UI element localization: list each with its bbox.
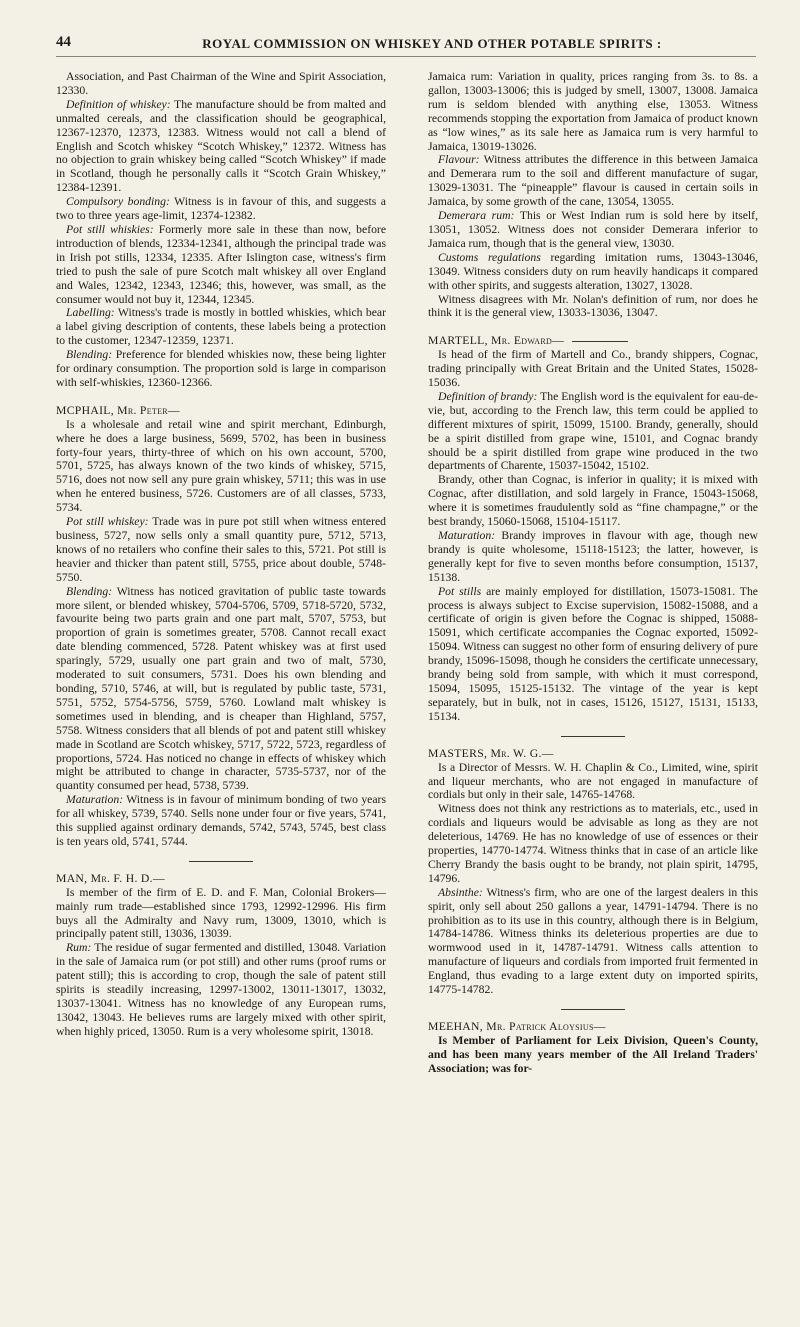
witness-surname: MCPHAIL, xyxy=(56,403,114,417)
topic-label: Blending: xyxy=(66,584,113,598)
paragraph xyxy=(56,941,386,1038)
witness-given-name: Mr. Edward— xyxy=(491,334,565,348)
topic-text: Formerly more sale in these than now, before introduction of blends, 12334-12341, although the principal trade was in Irish pot stills, 12334, 12335. After Islington case, witness's firm tried to push the sale of pure Scotch malt whiskey all over England and Wales, 12342, 12343, 12346; this, however, was small, as the consumer would not buy it, 12344, 12345. xyxy=(56,222,386,306)
witness-surname: MASTERS, xyxy=(428,746,488,760)
topic-label: Labelling: xyxy=(66,306,115,320)
paragraph xyxy=(428,153,758,209)
section-divider xyxy=(561,736,625,737)
section-divider xyxy=(572,341,628,342)
paragraph: Witness does not think any restrictions as to materials, etc., used in cordials and liqueurs would be advisable as long as they are not deleterious, 14769. He has no knowledge of use of essences or their properties, 14770-14774. Witness thinks that in case of an article like Cherry Brandy the basis ought to be brandy, not plain spirit, 14795, 14796. xyxy=(428,802,758,885)
topic-text: Preference for blended whiskies now, these being lighter for ordinary consumption. The proportion sold is large in comparison with self-whiskies, 12360-12366. xyxy=(56,348,386,389)
paragraph xyxy=(56,585,386,794)
witness-heading-martell xyxy=(428,334,758,348)
topic-text: Witness is in favour of this, and suggests a two to three years age-limit, 12374-12382. xyxy=(56,195,386,223)
page-number: 44 xyxy=(56,34,71,50)
topic-text: The English word is the equivalent for eau-de-vie, but, according to the French law, this term could be applied to different mixtures of spirit, 15099, 15100. Brandy, generally, should be a spirit distilled from grape wine, 15101, and Cognac brandy should be a spirit distilled from grape wine produced in the two departments of Charente, 15037-15042, 15102. xyxy=(428,389,758,473)
paragraph: Is a Director of Messrs. W. H. Chaplin & Co., Limited, wine, spirit and liqueur merchants, who are not engaged in manufacture of cordials but only in their sale, 14765-14768. xyxy=(428,760,758,802)
topic-label: Pot stills xyxy=(438,584,482,598)
paragraph: Jamaica rum: Variation in quality, prices ranging from 3s. to 8s. a gallon, 13003-13006; this is judged by smell, 13007, 13008. Jamaica rum is seldom blended with anything else, 13053. Witness recommends stopping the exportation from Jamaica of product known as “low wines,” as its sale here as Jamaica rum is very harmful to Jamaica, 13019-13026. xyxy=(428,70,758,153)
topic-text: are mainly employed for distillation, 15073-15081. The process is always subject to Excise supervision, 15082-15088, and a certificate of origin is given before the Cognac is shipped, 15088-15091, which certificate accompanies the Cognac exported, 15092-15094. Witness can suggest no other form of ensuring delivery of pure brandy, 15096-15098, though he considers the certificate unnecessary, brandy being sold from sample, with which it must correspond, 15094, 15095, 15125-15132. The vintage of the year is kept separately, but in bulk, not in cases, 15126, 15127, 15131, 15133, 15134. xyxy=(428,584,758,723)
paragraph: Is head of the firm of Martell and Co., brandy shippers, Cognac, trading principally with Great Britain and the United States, 15028-15036. xyxy=(428,348,758,390)
witness-heading-masters xyxy=(428,747,758,761)
paragraph xyxy=(56,306,386,348)
paragraph xyxy=(56,223,386,306)
section-divider xyxy=(561,1009,625,1010)
page-header xyxy=(56,34,756,57)
paragraph: Brandy, other than Cognac, is inferior in quality; it is mixed with Cognac, after distillation, and sold largely in France, 15043-15068, where it is sometimes fraudulently sold as “fine champagne,” or the best brandy, 15060-15068, 15104-15117. xyxy=(428,473,758,529)
topic-text: Witness is in favour of minimum bonding of two years for all whiskey, 5739, 5740. Sells none under four or five years, 5741, this supplied against ordinary demands, 5742, 5743, 5745, best class is ten years old, 5741, 5744. xyxy=(56,793,386,848)
paragraph: Association, and Past Chairman of the Wine and Spirit Association, 12330. xyxy=(56,70,386,97)
topic-label: Pot still whiskey: xyxy=(66,515,149,529)
witness-surname: MAN, xyxy=(56,871,88,885)
topic-text: Brandy improves in flavour with age, though new brandy is quite wholesome, 15118-15123; the latter, however, is generally kept for five to seven months before consumption, 15137, 15138. xyxy=(428,529,758,584)
right-column xyxy=(428,70,758,1310)
witness-heading-meehan xyxy=(428,1020,758,1034)
topic-label: Definition of brandy: xyxy=(438,389,538,403)
witness-given-name: Mr. F. H. D.— xyxy=(90,871,165,885)
topic-label: Flavour: xyxy=(438,153,480,167)
topic-text: The residue of sugar fermented and distilled, 13048. Variation in the sale of Jamaica rum (or pot still) and other rums (proof rums or patent still); this is according to crop, though the sale of patent still spirits is steadily increasing, 12997-13002, 13011-13017, 13032, 13037-13041. Witness has no knowledge of any European rums, 13042, 13043. He believes rums are largely mixed with other spirit, when highly priced, 13050. Rum is a very wholesome spirit, 13018. xyxy=(56,941,386,1038)
topic-label: Maturation: xyxy=(66,793,124,807)
witness-surname: MARTELL, xyxy=(428,334,488,348)
topic-label: Pot still whiskies: xyxy=(66,222,154,236)
topic-text: Witness attributes the difference in this between Jamaica and Demerara rum to the soil and different manufacture of sugar, 13029-13031. The “pineapple” flavour is caused in certain soils in Jamaica, by some growth of the cane, 13054, 13055. xyxy=(428,153,758,209)
witness-given-name: Mr. Peter— xyxy=(117,403,180,417)
topic-text: Witness's trade is mostly in bottled whiskies, which bear a label giving description of contents, these labels being a protection to the customer, 12347-12359, 12371. xyxy=(56,306,386,348)
paragraph xyxy=(56,195,386,223)
topic-label: Maturation: xyxy=(438,529,496,542)
topic-text: Witness has noticed gravitation of public taste towards more silent, or blended whiskey, 5704-5706, 5709, 5718-5720, 5732, favourite being two parts grain and one part malt, 5707, 5753, but proportion of grain is sometimes greater, 5708. Cannot recall exact date blending commenced, 5728. Patent whiskey was at first used sparingly, 5729, usually one part grain and two of malt, 5730, moderated to suit consumers, 5731. Does his own blending and bonding, 5710, 5746, at will, but is regulated by public taste, 5731, 5751, 5752, 5754-5756, 5759, 5760. Lowland malt whiskey is sometimes used in blending, and is cheaper than Highland, 5757, 5758. Witness considers that all blends of pot and patent still whiskey made in Scotland are Scotch whiskey, 5717, 5722, 5723, regardless of proportions, 5724. Has noticed no change in effects of whiskey which might be attributed to change in character, 5735-5737, nor of the quantity consumed per head, 5738, 5739. xyxy=(56,584,386,793)
witness-given-name: Mr. Patrick Aloysius— xyxy=(486,1020,606,1033)
topic-label: Rum: xyxy=(66,941,92,955)
paragraph xyxy=(428,585,758,724)
topic-label: Compulsory bonding: xyxy=(66,195,170,209)
witness-heading-mcphail xyxy=(56,404,386,418)
paragraph xyxy=(428,390,758,473)
paragraph xyxy=(428,209,758,251)
left-column xyxy=(56,70,386,1310)
topic-text: regarding imitation rums, 13043-13046, 13049. Witness considers duty on rum heavily handicaps it compared with other spirits, and suggests alteration, 13027, 13028. xyxy=(428,250,758,292)
paragraph xyxy=(428,886,758,997)
paragraph xyxy=(428,529,758,585)
topic-label: Definition of whiskey: xyxy=(66,97,171,111)
topic-text: Witness's firm, who are one of the largest dealers in this spirit, only sell about 250 gallons a year, 14791-14794. There is no prohibition as to its use in this country, although there is in Belgium, 14784-14786. Witness thinks its deleterious properties are due to wormwood used in it, 14787-14791. Witness calls attention to manufacture of liqueurs and cordials from imported fruit fermented in England, thus evading to a large extent duty on imported spirits, 14775-14782. xyxy=(428,885,758,997)
witness-surname: MEEHAN, xyxy=(428,1020,484,1033)
witness-heading-man xyxy=(56,872,386,886)
paragraph xyxy=(428,251,758,293)
topic-text: This or West Indian rum is sold here by itself, 13051, 13052. Witness does not consider Demerara inferior to Jamaica rum, though that is the general view, 13030. xyxy=(428,209,758,250)
paragraph xyxy=(56,515,386,585)
paragraph: Is a wholesale and retail wine and spirit merchant, Edinburgh, where he does a large business, 5699, 5702, has been in business forty-four years, thirty-three of which on his own account, 5700, 5701, 5725, has always known of the two kinds of whiskey, 5715, 5716, does not now sell any pure grain whiskey, 5711; this was in use when he entered business, 5726. Customers are of all classes, 5733, 5734. xyxy=(56,417,386,515)
paragraph xyxy=(56,348,386,390)
paragraph: Is member of the firm of E. D. and F. Man, Colonial Brokers—mainly rum trade—established since 1793, 12992-12996. His firm buys all the Admiralty and Navy rum, 13009, 13010, which is principally patent still, 13036, 13039. xyxy=(56,885,386,941)
topic-label: Absinthe: xyxy=(438,885,483,899)
witness-given-name: Mr. W. G.— xyxy=(490,746,554,760)
topic-text: The manufacture should be from malted and unmalted cereals, and the classification should be geographical, 12367-12370, 12373, 12383. Witness would not call a blend of English and Scotch whiskey “Scotch Whiskey,” 12372. Witness has no objection to grain whiskey being called “Scotch Whiskey” if made in Scotland, though he personally calls it “Scotch Grain Whiskey,” 12384-12391. xyxy=(56,97,386,195)
topic-label: Demerara rum: xyxy=(438,209,515,223)
paragraph xyxy=(56,98,386,195)
topic-label: Blending: xyxy=(66,348,113,362)
paragraph: Is Member of Parliament for Leix Division, Queen's County, and has been many years member of the All Ireland Traders' Association; was for- xyxy=(428,1033,758,1075)
paragraph xyxy=(56,793,386,849)
running-head: ROYAL COMMISSION ON WHISKEY AND OTHER POTABLE SPIRITS : xyxy=(202,36,662,51)
topic-text: Trade was in pure pot still when witness entered business, 5727, now sells only a small quantity pure, 5712, 5713, knows of no retailers who confine their sales to this, 5721. Pot still is heavier and thicker than patent still, 5755, price about double, 5748-5750. xyxy=(56,515,386,584)
section-divider xyxy=(189,861,253,862)
topic-label: Customs regulations xyxy=(438,250,541,264)
paragraph: Witness disagrees with Mr. Nolan's definition of rum, nor does he think it is the general view, 13033-13036, 13047. xyxy=(428,292,758,320)
